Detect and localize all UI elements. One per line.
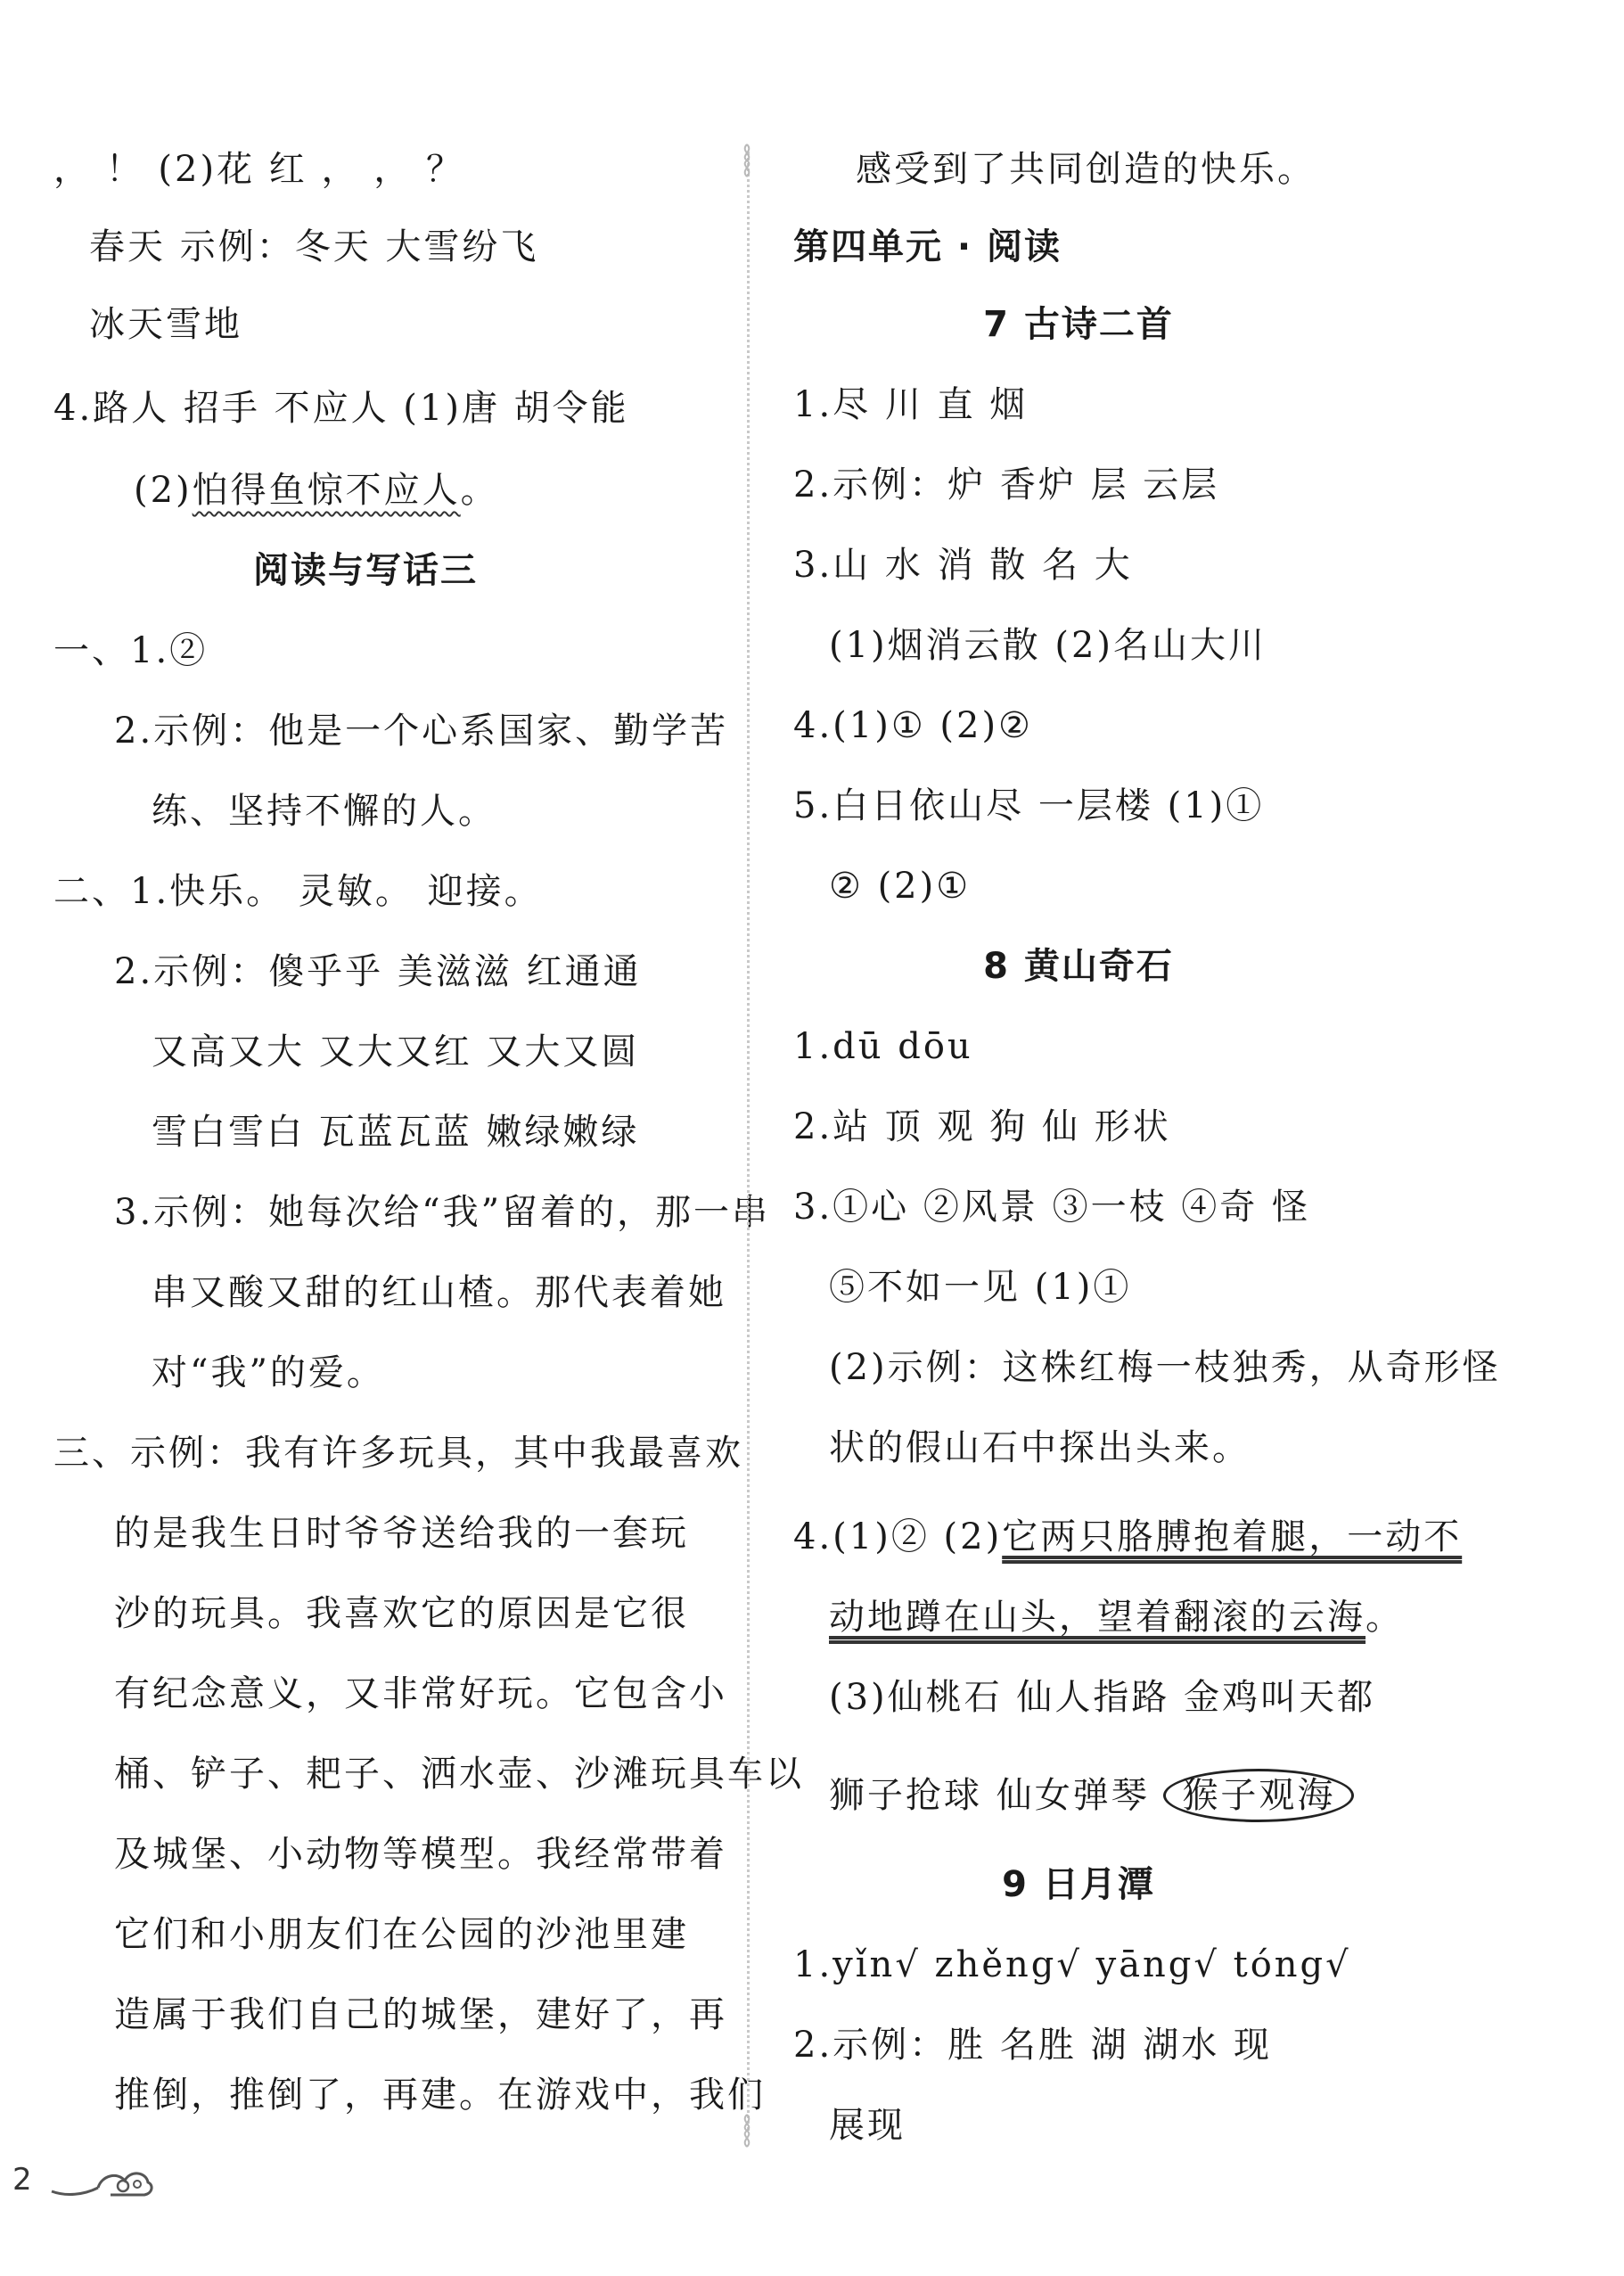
- section-heading: 阅读与写话三: [253, 550, 478, 591]
- divider-knot-icon: [736, 143, 758, 178]
- answer-line: 的是我生日时爷爷送给我的一套玩: [114, 1513, 689, 1554]
- answer-line: 推倒，推倒了，再建。在游戏中，我们: [114, 2075, 766, 2116]
- answer-line: 2.示例：他是一个心系国家、勤学苦: [114, 711, 729, 752]
- answer-line: 练、坚持不懈的人。: [152, 791, 496, 832]
- answer-line: 3.①心 ②风景 ③一枝 ④奇 怪: [793, 1187, 1311, 1228]
- underlined-answer: 动地蹲在山头，望着翻滚的云海: [829, 1597, 1366, 1638]
- answer-label: (2): [134, 470, 193, 511]
- column-divider: [747, 152, 750, 2131]
- answer-line: 又高又大 又大又红 又大又圆: [152, 1031, 640, 1072]
- answer-label: 4.(1)② (2): [793, 1516, 1003, 1557]
- page-number: 2: [12, 2162, 32, 2198]
- answer-line: 它们和小朋友们在公园的沙池里建: [114, 1914, 689, 1955]
- answer-line: [793, 1510, 1462, 1564]
- answer-line: 冰天雪地: [89, 304, 242, 345]
- answer-line: 状的假山石中探出头来。: [829, 1427, 1251, 1468]
- punctuation: 。: [1366, 1597, 1404, 1638]
- underlined-answer: 它两只胳膊抱着腿，一动不: [1002, 1516, 1463, 1557]
- answer-line: 2.示例：炉 香炉 层 云层: [793, 464, 1220, 505]
- answer-line: ⑤不如一见 (1)①: [829, 1267, 1132, 1308]
- underlined-answer: 怕得鱼惊不应人: [192, 470, 461, 511]
- cloud-ornament-icon: [48, 2156, 155, 2202]
- lesson-title: 8 黄山奇石: [983, 946, 1174, 987]
- answer-line: 有纪念意义，又非常好玩。它包含小: [114, 1673, 727, 1714]
- answer-line: (1)烟消云散 (2)名山大川: [829, 625, 1267, 666]
- answer-line: 3.示例：她每次给“我”留着的，那一串: [114, 1192, 771, 1233]
- answer-line: 感受到了共同创造的快乐。: [856, 149, 1316, 190]
- answer-text: 狮子抢球 仙女弹琴: [829, 1775, 1164, 1816]
- divider-knot-icon: [736, 2113, 758, 2149]
- answer-line: 1.yǐn√ zhěng√ yāng√ tóng√: [793, 1944, 1351, 1985]
- answer-line: 沙的玩具。我喜欢它的原因是它很: [114, 1593, 689, 1634]
- answer-line: 2.示例：胜 名胜 湖 湖水 现: [793, 2025, 1273, 2066]
- answer-line: 4.路人 招手 不应人 (1)唐 胡令能: [53, 388, 629, 429]
- answer-line: 2.站 顶 观 狗 仙 形状: [793, 1106, 1171, 1147]
- unit-heading: 第四单元 · 阅读: [793, 226, 1062, 267]
- answer-line: 展现: [829, 2105, 906, 2146]
- answer-line: ② (2)①: [829, 866, 972, 907]
- answer-line: 及城堡、小动物等模型。我经常带着: [114, 1834, 727, 1875]
- answer-line: 2.示例：傻乎乎 美滋滋 红通通: [114, 951, 642, 992]
- answer-line: 5.白日依山尽 一层楼 (1)①: [793, 785, 1265, 826]
- answer-line: 对“我”的爱。: [152, 1352, 385, 1393]
- answer-line: 三、示例：我有许多玩具，其中我最喜欢: [53, 1433, 743, 1474]
- answer-line: 一、1.②: [53, 630, 209, 671]
- answer-line: 1.尽 川 直 烟: [793, 384, 1029, 425]
- punctuation: 。: [460, 470, 499, 511]
- circled-answer: 猴子观海: [1163, 1769, 1354, 1822]
- answer-line: (2)示例：这株红梅一枝独秀，从奇形怪: [829, 1347, 1501, 1388]
- answer-line: 1.dū dōu: [793, 1026, 973, 1067]
- answer-line: 桶、铲子、耙子、洒水壶、沙滩玩具车以: [114, 1754, 804, 1795]
- lesson-title: 9 日月潭: [1002, 1864, 1155, 1905]
- answer-line: 二、1.快乐。 灵敏。 迎接。: [53, 871, 543, 912]
- answer-line: ， ！ (2)花 红 ， ， ？: [53, 149, 464, 190]
- answer-line: 串又酸又甜的红山楂。那代表着她: [152, 1272, 726, 1313]
- answer-line: 造属于我们自己的城堡，建好了，再: [114, 1994, 727, 2035]
- answer-line: 春天 示例：冬天 大雪纷飞: [89, 226, 539, 267]
- answer-line: 3.山 水 消 散 名 大: [793, 545, 1133, 586]
- answer-line: (3)仙桃石 仙人指路 金鸡叫天都: [829, 1677, 1376, 1718]
- lesson-title: 7 古诗二首: [983, 304, 1174, 345]
- answer-line: 雪白雪白 瓦蓝瓦蓝 嫩绿嫩绿: [152, 1112, 640, 1153]
- answer-line: [829, 1590, 1404, 1644]
- answer-line: [134, 464, 499, 517]
- answer-line: [829, 1769, 1354, 1822]
- answer-line: 4.(1)① (2)②: [793, 705, 1033, 746]
